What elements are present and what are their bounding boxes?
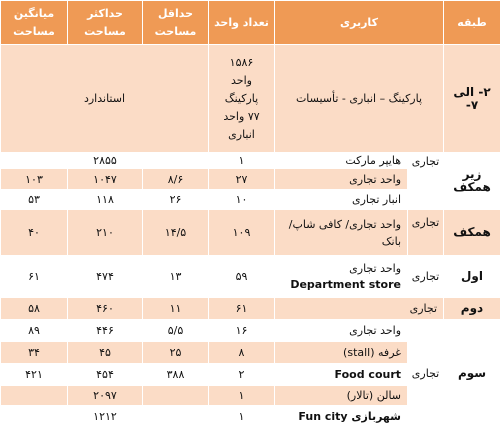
max-cell: ۴۵ [68,342,143,364]
floor-cell: ۲- الی ۷- [444,45,500,153]
max-cell: ۴۷۴ [68,256,143,298]
avg-cell: ۳۴ [1,342,68,364]
table-row [1,210,500,256]
avg-cell: ۴۲۱ [1,364,68,386]
min-cell: ۸/۶ [143,169,209,190]
min-cell: ۱۱ [143,298,209,320]
header-max-area: حداکثر مساحت [68,1,143,45]
count-cell: ۱ [209,406,275,428]
avg-cell [1,406,68,428]
header-count: تعداد واحد [209,1,275,45]
max-cell: ۴۶۰ [68,298,143,320]
usage-cell: انبار تجاری [275,190,408,210]
min-cell: ۱۳ [143,256,209,298]
floor-cell: دوم [444,298,500,320]
floor-cell: اول [444,256,500,298]
usage-line: بانک [381,234,402,248]
count-cell: ۲ [209,364,275,386]
category-cell: تجاری [408,153,444,210]
count-cell: ۱۰ [209,190,275,210]
table-row [1,298,500,320]
header-avg-area: میانگین مساحت [1,1,68,45]
category-cell: تجاری [408,210,444,256]
table-row [1,153,500,169]
avg-cell: ۱۰۳ [1,169,68,190]
min-cell: ۲۶ [143,190,209,210]
max-cell: ۱۲۱۲ [68,406,143,428]
usage-cell: واحد تجاری [275,169,408,190]
count-cell [209,45,275,153]
usage-cell: پارکینگ – انباری - تأسیسات [275,45,444,153]
max-cell: ۴۴۶ [68,320,143,342]
min-cell [143,406,209,428]
usage-cell [275,210,408,256]
count-line: پارکینگ [224,91,259,105]
count-line: ۱۵۸۶ [229,55,254,69]
min-cell: ۵/۵ [143,320,209,342]
min-cell [143,153,209,169]
usage-cell: سالن (تالار) [275,386,408,406]
count-line: واحد [231,73,252,87]
avg-cell [1,153,68,169]
avg-cell: ۴۰ [1,210,68,256]
min-cell: ۳۸۸ [143,364,209,386]
max-cell: ۲۰۹۷ [68,386,143,406]
table-row [1,256,500,298]
count-cell: ۱ [209,153,275,169]
floor-cell: همکف [444,210,500,256]
category-cell: تجاری [408,320,444,428]
header-row [1,1,500,45]
category-cell: تجاری [408,256,444,298]
max-cell: ۲۱۰ [68,210,143,256]
table-row [1,320,500,342]
floor-cell: زیر همکف [444,153,500,210]
usage-cell: تجاری [275,298,444,320]
avg-cell [1,386,68,406]
usage-line-latin: Department store [290,277,402,291]
avg-cell: ۵۳ [1,190,68,210]
usage-cell: غرفه (stall) [275,342,408,364]
header-usage: کاربری [275,1,444,45]
count-cell: ۱ [209,386,275,406]
avg-cell: ۶۱ [1,256,68,298]
min-cell: ۲۵ [143,342,209,364]
usage-line: واحد تجاری [349,261,402,275]
count-line: ۷۷ واحد [223,109,260,123]
max-cell: ۴۵۴ [68,364,143,386]
min-cell: ۱۴/۵ [143,210,209,256]
count-cell: ۲۷ [209,169,275,190]
header-floor: طبقه [444,1,500,45]
usage-cell: Food court [275,364,408,386]
avg-cell: ۸۹ [1,320,68,342]
count-cell: ۱۶ [209,320,275,342]
usage-cell [275,256,408,298]
usage-cell: شهربازی Fun city [275,406,408,428]
usage-cell: واحد تجاری [275,320,408,342]
area-standard-cell: استاندارد [1,45,209,153]
count-cell: ۱۰۹ [209,210,275,256]
usage-line: واحد تجاری/ کافی شاپ/ [288,217,402,231]
header-min-area: حداقل مساحت [143,1,209,45]
usage-cell: هایپر مارکت [275,153,408,169]
count-line: انباری [228,127,255,141]
floor-cell: سوم [444,320,500,428]
max-cell: ۲۸۵۵ [68,153,143,169]
table-row [1,45,500,153]
count-cell: ۵۹ [209,256,275,298]
count-cell: ۶۱ [209,298,275,320]
count-cell: ۸ [209,342,275,364]
max-cell: ۱۰۴۷ [68,169,143,190]
min-cell [143,386,209,406]
avg-cell: ۵۸ [1,298,68,320]
max-cell: ۱۱۸ [68,190,143,210]
